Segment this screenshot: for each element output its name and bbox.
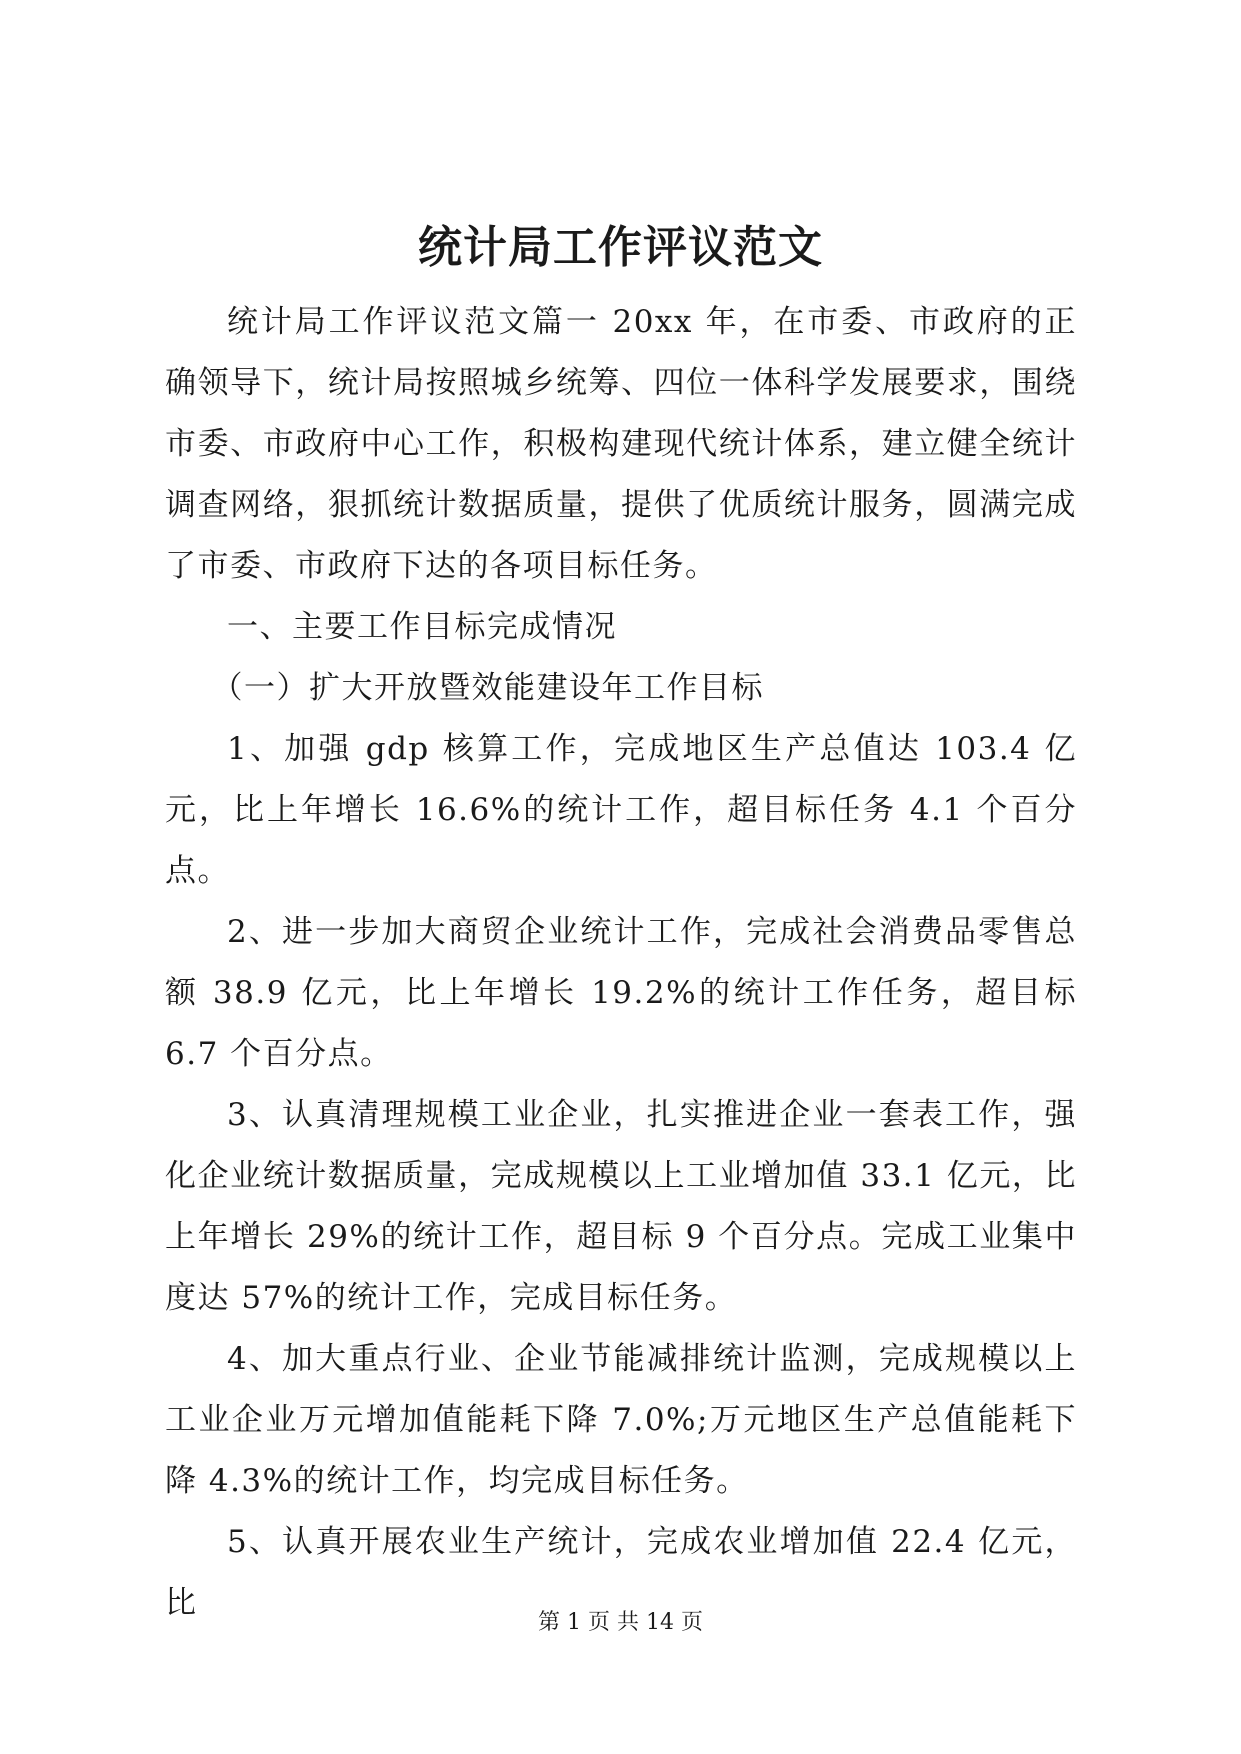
document-body bbox=[165, 292, 1077, 1634]
page-number-footer: 第 1 页 共 14 页 bbox=[538, 1610, 703, 1635]
paragraph-item-3: 3、认真清理规模工业企业，扎实推进企业一套表工作，强化企业统计数据质量，完成规模以上工业增加值 33.1 亿元，比上年增长 29%的统计工作，超目标 9 个百分点。完成工业集中度达 57%的统计工作，完成目标任务。 bbox=[165, 1097, 1077, 1316]
paragraph-item-4: 4、加大重点行业、企业节能减排统计监测，完成规模以上工业企业万元增加值能耗下降 7.0%;万元地区生产总值能耗下降 4.3%的统计工作，均完成目标任务。 bbox=[165, 1341, 1077, 1499]
document-title: 统计局工作评议范文 bbox=[418, 222, 823, 273]
paragraph-item-1: 1、加强 gdp 核算工作，完成地区生产总值达 103.4 亿元，比上年增长 16.6%的统计工作，超目标任务 4.1 个百分点。 bbox=[165, 731, 1077, 889]
paragraph-item-2: 2、进一步加大商贸企业统计工作，完成社会消费品零售总额 38.9 亿元，比上年增长 19.2%的统计工作任务，超目标 6.7 个百分点。 bbox=[165, 914, 1077, 1072]
subsection-heading: （一）扩大开放暨效能建设年工作目标 bbox=[211, 670, 764, 706]
paragraph-intro: 统计局工作评议范文篇一 20xx 年，在市委、市政府的正确领导下，统计局按照城乡统筹、四位一体科学发展要求，围绕市委、市政府中心工作，积极构建现代统计体系，建立健全统计调查网络，狠抓统计数据质量，提供了优质统计服务，圆满完成了市委、市政府下达的各项目标任务。 bbox=[165, 304, 1077, 584]
paragraph-item-5: 5、认真开展农业生产统计，完成农业增加值 22.4 亿元，比 bbox=[165, 1524, 1077, 1621]
section-heading: 一、主要工作目标完成情况 bbox=[227, 609, 617, 645]
